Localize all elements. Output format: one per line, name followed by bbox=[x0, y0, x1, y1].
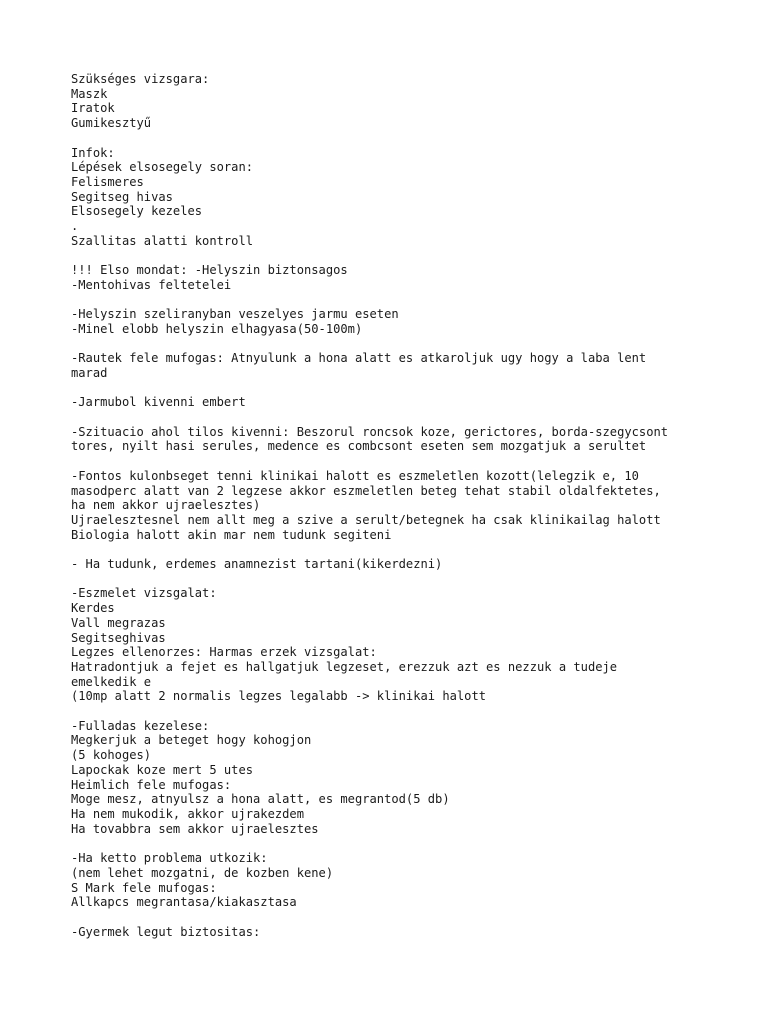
text-line: -Mentohivas feltetelei bbox=[71, 277, 232, 292]
text-line bbox=[71, 248, 761, 263]
text-line: Ha tovabbra sem akkor ujraelesztes bbox=[71, 821, 319, 836]
text-line: Heimlich fele mufogas: bbox=[71, 777, 232, 792]
text-line: Ha nem mukodik, akkor ujrakezdem bbox=[71, 807, 304, 821]
text-line: Legzes ellenorzes: Harmas erzek vizsgalat: bbox=[71, 645, 377, 660]
text-line: Kerdes bbox=[71, 601, 115, 616]
text-line: S Mark fele mufogas: bbox=[71, 880, 217, 895]
text-line: Lépések elsosegely soran: bbox=[71, 160, 254, 175]
text-line: masodperc alatt van 2 legzese akkor eszmeletlen beteg tehat stabil oldalfektetes, bbox=[71, 483, 661, 498]
text-line bbox=[71, 542, 761, 557]
text-line: -Szituacio ahol tilos kivenni: Beszorul roncsok koze, gerictores, borda-szegycsont bbox=[71, 424, 669, 439]
text-line: Lapockak koze mert 5 utes bbox=[71, 762, 254, 777]
text-line: -Rautek fele mufogas: Atnyulunk a hona alatt es atkaroljuk ugy hogy a laba lent bbox=[71, 351, 647, 366]
text-line: Felismeres bbox=[71, 174, 144, 189]
text-line: (10mp alatt 2 normalis legzes legalabb -> klinikai halott bbox=[71, 689, 487, 704]
text-line bbox=[71, 410, 761, 425]
text-line: -Minel elobb helyszin elhagyasa(50-100m) bbox=[71, 321, 363, 336]
text-line bbox=[71, 454, 761, 469]
text-line bbox=[71, 704, 761, 719]
text-line: Biologia halott akin mar nem tudunk segiteni bbox=[71, 527, 392, 542]
text-line: Segitseghivas bbox=[71, 630, 166, 645]
text-line: -Ha ketto problema utkozik: bbox=[71, 851, 268, 866]
text-line: -Gyermek legut biztositas: bbox=[71, 924, 261, 939]
text-line: Ujraelesztesnel nem allt meg a szive a serult/betegnek ha csak klinikailag halott bbox=[71, 512, 661, 527]
text-line: Segitseg hivas bbox=[71, 189, 173, 204]
text-line: Moge mesz, atnyulsz a hona alatt, es megrantod(5 db) bbox=[71, 792, 450, 807]
text-line: Megkerjuk a beteget hogy kohogjon bbox=[71, 733, 312, 748]
text-line: Infok: bbox=[71, 145, 115, 160]
text-line: Szükséges vizsgara: bbox=[71, 72, 210, 86]
text-line: -Helyszin szeliranyban veszelyes jarmu eseten bbox=[71, 307, 399, 322]
text-line: - Ha tudunk, erdemes anamnezist tartani(kikerdezni) bbox=[71, 557, 443, 572]
document-page bbox=[71, 72, 761, 939]
text-line: Maszk bbox=[71, 86, 108, 101]
text-line bbox=[71, 910, 761, 925]
text-line: -Jarmubol kivenni embert bbox=[71, 395, 246, 410]
text-line: Gumikesztyű bbox=[71, 116, 152, 131]
text-line bbox=[71, 131, 761, 146]
text-line: ha nem akkor ujraelesztes) bbox=[71, 498, 261, 513]
text-line: -Fulladas kezelese: bbox=[71, 718, 210, 733]
text-line: . bbox=[71, 219, 79, 234]
text-line: -Fontos kulonbseget tenni klinikai halott es eszmeletlen kozott(lelegzik e, 10 bbox=[71, 468, 639, 483]
text-line bbox=[71, 337, 761, 352]
text-line: !!! Elso mondat: -Helyszin biztonsagos bbox=[71, 263, 348, 278]
text-line: Elsosegely kezeles bbox=[71, 204, 203, 219]
text-line bbox=[71, 293, 761, 308]
text-line bbox=[71, 836, 761, 851]
text-line: -Eszmelet vizsgalat: bbox=[71, 586, 217, 601]
text-line: marad bbox=[71, 366, 108, 380]
text-line: (5 kohoges) bbox=[71, 748, 152, 763]
text-line: emelkedik e bbox=[71, 674, 152, 689]
text-line: (nem lehet mozgatni, de kozben kene) bbox=[71, 865, 334, 880]
text-line: Iratok bbox=[71, 101, 115, 116]
text-line: Vall megrazas bbox=[71, 615, 166, 630]
text-line: Allkapcs megrantasa/kiakasztasa bbox=[71, 895, 297, 910]
text-line bbox=[71, 572, 761, 587]
text-line: tores, nyilt hasi serules, medence es combcsont eseten sem mozgatjuk a serultet bbox=[71, 439, 647, 454]
text-line: Hatradontjuk a fejet es hallgatjuk legzeset, erezzuk azt es nezzuk a tudeje bbox=[71, 659, 618, 674]
text-line: Szallitas alatti kontroll bbox=[71, 233, 254, 248]
text-line bbox=[71, 381, 761, 396]
